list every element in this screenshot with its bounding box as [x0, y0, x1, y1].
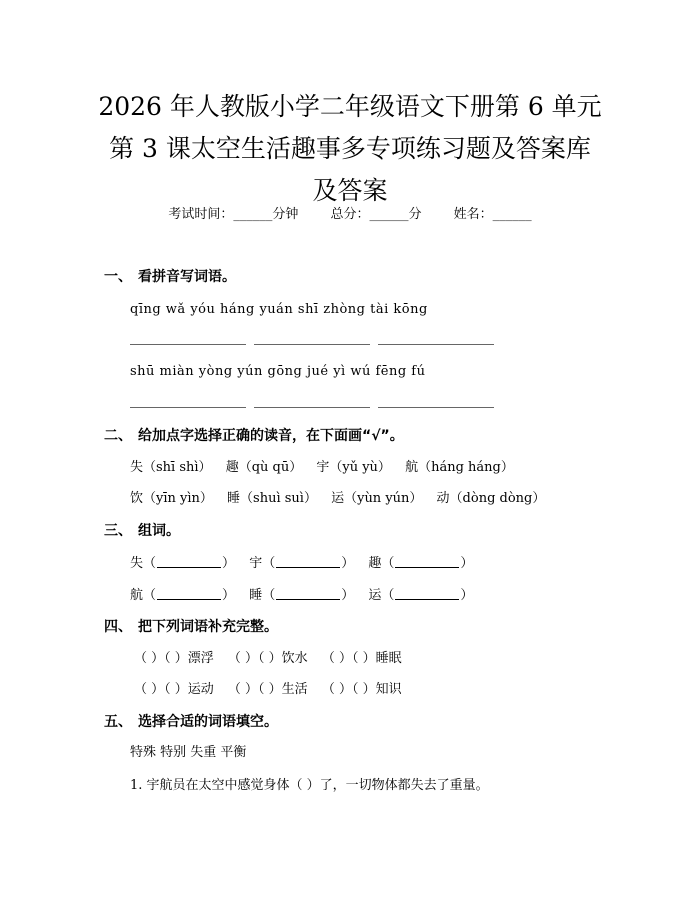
- zuci-blank[interactable]: [276, 553, 340, 568]
- question-1[interactable]: 1. 宇航员在太空中感觉身体（ ）了，一切物体都失去了重量。: [130, 778, 489, 793]
- reading-choice[interactable]: 失（shī shì）: [130, 460, 212, 475]
- zuci-row-1: [130, 553, 483, 574]
- reading-choice[interactable]: 宇（yǔ yù）: [316, 460, 391, 475]
- zuci-blank[interactable]: [157, 553, 221, 568]
- section-number: 四、: [104, 619, 132, 635]
- zuci-blank[interactable]: [395, 585, 459, 600]
- section-title: 给加点字选择正确的读音，在下面画“√”。: [138, 428, 404, 444]
- section-title: 选择合适的词语填空。: [138, 714, 278, 730]
- answer-line[interactable]: [254, 344, 370, 345]
- section-number: 一、: [104, 269, 132, 285]
- section-2-heading: [104, 425, 404, 447]
- title-line-2: 第 3 课太空生活趣事多专项练习题及答案库: [109, 134, 591, 163]
- zuci-blank[interactable]: [157, 585, 221, 600]
- section-title: 看拼音写词语。: [138, 269, 236, 285]
- section-number: 五、: [104, 714, 132, 730]
- pinyin-row-2: shū miàn yòng yún gōng jué yì wú fēng fú: [130, 364, 426, 379]
- exam-time: 考试时间：______分钟: [168, 207, 299, 222]
- answer-line[interactable]: [254, 407, 370, 408]
- answer-line[interactable]: [378, 344, 494, 345]
- section-5-heading: [104, 711, 278, 733]
- zuci-char: 运: [368, 588, 382, 603]
- zuci-item: 失（ ）: [130, 556, 235, 571]
- fill-item[interactable]: （ ）（ ）知识: [321, 682, 402, 697]
- zuci-char: 宇: [249, 556, 263, 571]
- fill-item[interactable]: （ ）（ ）饮水: [227, 651, 308, 666]
- exam-meta: [0, 205, 700, 225]
- answer-line[interactable]: [378, 407, 494, 408]
- fill-item[interactable]: （ ）（ ）睡眠: [321, 651, 402, 666]
- word-choices: 特殊 特别 失重 平衡: [130, 745, 247, 760]
- answer-line[interactable]: [130, 407, 246, 408]
- zuci-item: 运（ ）: [368, 588, 473, 603]
- section-number: 三、: [104, 523, 132, 539]
- section-number: 二、: [104, 428, 132, 444]
- pinyin-row-1: qīng wǎ yóu háng yuán shī zhòng tài kōng: [130, 302, 428, 317]
- zuci-item: 睡（ ）: [249, 588, 354, 603]
- fill-row-1: [134, 649, 412, 669]
- zuci-char: 航: [130, 588, 144, 603]
- fill-item[interactable]: （ ）（ ）生活: [227, 682, 308, 697]
- zuci-char: 趣: [368, 556, 382, 571]
- total-score: 总分：______分: [330, 207, 422, 222]
- zuci-blank[interactable]: [395, 553, 459, 568]
- reading-choice[interactable]: 饮（yīn yìn）: [130, 491, 213, 506]
- reading-choice[interactable]: 趣（qù qū）: [225, 460, 303, 475]
- reading-choice[interactable]: 运（yùn yún）: [331, 491, 423, 506]
- reading-row-1: [130, 458, 524, 478]
- fill-item[interactable]: （ ）（ ）漂浮: [134, 651, 214, 666]
- reading-choice[interactable]: 睡（shuì suì）: [227, 491, 317, 506]
- title-line-3: 及答案: [312, 176, 388, 205]
- zuci-item: 航（ ）: [130, 588, 235, 603]
- section-1-heading: [104, 266, 236, 288]
- answer-line[interactable]: [130, 344, 246, 345]
- zuci-row-2: [130, 585, 483, 606]
- zuci-char: 睡: [249, 588, 263, 603]
- page-title: [90, 86, 610, 212]
- section-3-heading: [104, 520, 180, 542]
- student-name: 姓名：______: [453, 207, 532, 222]
- title-line-1: 2026 年人教版小学二年级语文下册第 6 单元: [98, 92, 602, 121]
- zuci-char: 失: [130, 556, 144, 571]
- fill-row-2: [134, 680, 412, 700]
- section-title: 把下列词语补充完整。: [138, 619, 278, 635]
- section-title: 组词。: [138, 523, 180, 539]
- zuci-item: 趣（ ）: [368, 556, 473, 571]
- reading-row-2: [130, 489, 555, 509]
- reading-choice[interactable]: 航（háng háng）: [405, 460, 514, 475]
- fill-item[interactable]: （ ）（ ）运动: [134, 682, 214, 697]
- reading-choice[interactable]: 动（dòng dòng）: [436, 491, 546, 506]
- zuci-blank[interactable]: [276, 585, 340, 600]
- section-4-heading: [104, 616, 278, 638]
- zuci-item: 宇（ ）: [249, 556, 354, 571]
